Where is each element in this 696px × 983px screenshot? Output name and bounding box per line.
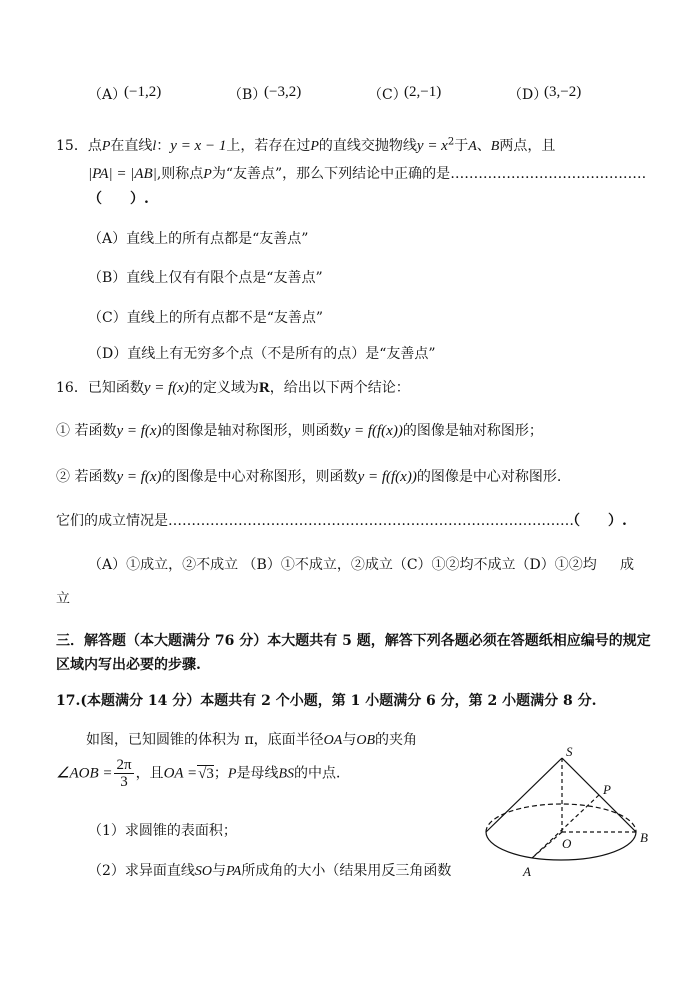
q16-text: 它们的成立情况是	[56, 513, 168, 529]
q15-parabola-equation: y = x	[416, 138, 448, 154]
q17-text: 与	[342, 732, 357, 748]
q17-frac-numerator: 2π	[116, 757, 132, 773]
q15-number: 15．	[56, 138, 88, 154]
q16-function: y = f(x)	[116, 469, 162, 485]
q15-abs-condition: |PA| = |AB|	[88, 166, 157, 182]
q14-option-b-label: （B）	[228, 87, 267, 103]
q15-option-b: （B）直线上仅有有限个点是“友善点”	[88, 270, 323, 286]
q17-text: 的夹角	[375, 732, 417, 748]
q14-option-d-value: (3,−2)	[544, 84, 582, 100]
q15-text: ,则称点	[156, 166, 204, 182]
q17-text: 是母线	[236, 765, 279, 782]
section-3-line2: 区域内写出必要的步骤.	[56, 657, 201, 673]
q15-text: 、	[476, 138, 491, 154]
q16-text: 的图像是中心对称图形，则函数	[161, 469, 358, 485]
q17-var-oa: OA	[323, 733, 343, 748]
q16-options-tail: 成	[620, 557, 634, 573]
q14-option-b-value: (−3,2)	[264, 84, 302, 100]
q14-option-c-value: (2,−1)	[404, 84, 442, 100]
q15-var-p: P	[310, 139, 319, 154]
q15-text: 在直线	[110, 138, 153, 154]
label-s: S	[566, 744, 573, 759]
q17-fraction	[114, 757, 133, 790]
q17-frac-denominator: 3	[120, 774, 128, 790]
q16-leader-dots: ……………………………………………………………………………	[168, 513, 574, 529]
q15-var-l: l	[152, 139, 157, 154]
q17-text: 与	[212, 863, 227, 879]
q15-var-p: P	[203, 167, 212, 182]
q14-option-d-label: （D）	[508, 87, 548, 103]
q15-option-d: （D）直线上有无穷多个点（不是所有的点）是“友善点”	[88, 346, 436, 362]
q16-stem	[56, 377, 410, 397]
q16-text: 的图像是轴对称图形，则函数	[161, 423, 344, 439]
q17-text: ，且	[135, 765, 164, 782]
label-p: P	[603, 782, 611, 797]
q17-text: 如图，已知圆锥的体积为 π，底面半径	[86, 732, 324, 748]
q16-text: 的图像是中心对称图形.	[416, 469, 562, 485]
q15-line-equation: y = x − 1	[170, 138, 227, 154]
q17-part-2	[88, 860, 451, 880]
q16-text: 的定义域为	[188, 380, 259, 396]
label-b: B	[640, 830, 648, 845]
label-a: A	[523, 864, 531, 879]
q16-text: 的图像是轴对称图形；	[402, 423, 543, 439]
q16-function: y = f(x)	[143, 380, 189, 396]
q15-stem-line2	[88, 163, 646, 183]
q17-var-ob: OB	[356, 733, 375, 748]
q16-text: ，给出以下两个结论：	[269, 380, 410, 396]
q17-var-p: P	[227, 766, 237, 782]
q17-oa-equation: OA =	[163, 765, 198, 782]
q15-text: 两点，且	[499, 138, 556, 154]
q17-header: 17.(本题满分 14 分）本题共有 2 个小题，第 1 小题满分 6 分，第 2 小题满分 8 分.	[56, 693, 597, 709]
q15-exponent: 2	[447, 136, 455, 148]
q17-var-so: SO	[194, 864, 213, 879]
q17-text: 的中点．	[294, 765, 351, 782]
q16-reals: R	[258, 380, 270, 396]
q15-stem-line1	[56, 135, 555, 155]
q14-option-a-value: (−1,2)	[124, 84, 162, 100]
q15-text: 于	[454, 138, 469, 154]
q16-function: y = f(x)	[116, 423, 162, 439]
q14-option-c-label: （C）	[368, 87, 407, 103]
label-o: O	[562, 836, 572, 851]
q15-text: ：	[156, 138, 171, 154]
q16-composite-function: y = f(f(x))	[357, 469, 417, 485]
q17-text: （2）求异面直线	[88, 863, 195, 879]
q17-text: ；	[213, 765, 228, 782]
q15-option-c: （C）直线上的所有点都不是“友善点”	[88, 310, 324, 326]
q17-var-bs: BS	[278, 766, 295, 782]
q17-line1	[86, 729, 417, 749]
q16-options-wrap: 立	[56, 591, 70, 607]
q15-option-a: （A）直线上的所有点都是“友善点”	[88, 231, 309, 247]
q15-answer-paren: （ ）.	[88, 191, 149, 207]
q16-number: 16．	[56, 380, 88, 396]
q16-claim-1	[56, 420, 543, 440]
q16-text: ② 若函数	[56, 469, 117, 485]
q15-leader-dots: ……………………………………	[450, 166, 647, 182]
cone-figure	[480, 742, 670, 882]
q15-var-a: A	[468, 139, 477, 154]
q15-text: 的直线交抛物线	[318, 138, 417, 154]
q15-text: 点	[87, 138, 102, 154]
q17-var-pa: PA	[226, 864, 242, 879]
q17-sqrt3: √3	[198, 765, 214, 782]
q17-line2	[56, 757, 350, 790]
q17-part-1: （1）求圆锥的表面积；	[88, 823, 237, 839]
cone-base-front	[486, 832, 636, 860]
q15-var-p: P	[101, 139, 111, 154]
cone-base-back	[486, 804, 636, 832]
q16-composite-function: y = f(f(x))	[343, 423, 403, 439]
section-3-line1: 三．解答题（本大题满分 76 分）本大题共有 5 题，解答下列各题必须在答题纸相应编号的规定	[56, 633, 651, 649]
q16-text: 已知函数	[87, 380, 144, 396]
q16-claim-2	[56, 466, 561, 486]
cone-slant-left	[486, 758, 562, 832]
q14-option-a-label: （A）	[88, 87, 127, 103]
q15-text: 上，若存在过	[226, 138, 311, 154]
q16-status-line	[56, 510, 574, 530]
q16-options: （A）①成立，②不成立 （B）①不成立，②成立（C）①②均不成立（D）①②均	[88, 557, 597, 573]
q15-text: 为“友善点”，那么下列结论中正确的是	[211, 166, 451, 182]
q17-text: 所成角的大小（结果用反三角函数	[241, 863, 452, 879]
q17-angle: ∠AOB =	[56, 765, 113, 782]
q16-answer-paren: （ ）.	[566, 513, 627, 529]
q16-text: ① 若函数	[56, 423, 117, 439]
q15-var-b: B	[490, 139, 500, 154]
